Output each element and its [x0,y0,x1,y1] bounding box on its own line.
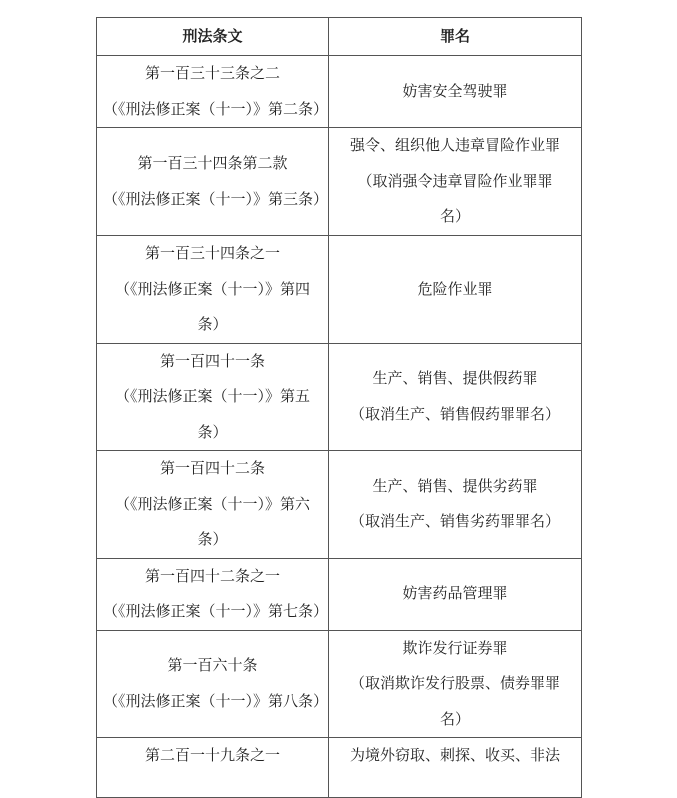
article-cell [97,236,329,344]
article-cell [97,630,329,738]
crime-line: 妨害药品管理罪 [402,584,508,603]
header-crime: 罪名 [329,18,582,56]
article-cell [97,343,329,451]
article-cell [97,128,329,236]
crime-cell [329,236,582,344]
crime-line: 为境外窃取、刺探、收买、非法 [349,746,560,764]
crime-line: 妨害安全驾驶罪 [402,81,508,100]
crime-cell [329,343,582,451]
crime-line: 强令、组织他人违章冒险作业罪 [349,136,560,155]
crime-cell [329,738,582,798]
article-line: （《刑法修正案（十一）》第二条） [103,99,329,118]
article-cell [97,558,329,630]
table-row [97,343,582,451]
crime-line: 名） [439,207,470,226]
article-line: 第一百三十四条第二款 [137,154,288,172]
article-cell [97,56,329,128]
crime-cell [329,128,582,236]
law-crime-table [96,17,582,798]
table-row [97,128,582,236]
article-line: 第一百三十四条之一 [144,244,280,262]
crime-line: 危险作业罪 [417,279,493,298]
article-line: 条） [197,530,228,548]
table-row [97,558,582,630]
article-line: 第一百三十三条之二 [144,64,280,82]
table-header-row [97,18,582,56]
article-line: 第一百四十一条 [159,351,265,370]
table-row [97,451,582,559]
crime-line: 名） [439,709,470,728]
article-line: （《刑法修正案（十一）》第六 [114,494,310,513]
crime-line: （取消欺诈发行股票、债券罪罪 [349,674,560,692]
crime-line: 生产、销售、提供假药罪 [372,369,538,388]
article-line: （《刑法修正案（十一）》第三条） [103,189,329,208]
table-row [97,738,582,798]
crime-cell [329,56,582,128]
crime-line: （取消生产、销售劣药罪罪名） [349,512,560,531]
article-line: 条） [197,315,228,333]
header-article: 刑法条文 [97,18,329,56]
crime-line: 生产、销售、提供劣药罪 [372,476,538,495]
crime-cell [329,558,582,630]
article-cell [97,451,329,559]
table-row [97,56,582,128]
crime-line: （取消强令违章冒险作业罪罪 [357,171,553,190]
crime-line: 欺诈发行证券罪 [402,638,508,657]
table-row [97,630,582,738]
article-line: 第二百一十九条之一 [144,746,280,764]
table-row [97,236,582,344]
crime-cell [329,630,582,738]
article-line: 第一百六十条 [167,656,258,675]
article-line: （《刑法修正案（十一）》第五 [114,387,310,405]
article-line: 第一百四十二条 [159,459,265,477]
article-cell [97,738,329,798]
article-line: 条） [197,422,228,441]
article-line: （《刑法修正案（十一）》第八条） [103,691,329,710]
crime-line: （取消生产、销售假药罪罪名） [349,404,560,423]
article-line: （《刑法修正案（十一）》第四 [114,279,310,298]
article-line: 第一百四十二条之一 [144,566,280,585]
article-line: （《刑法修正案（十一）》第七条） [103,602,329,620]
crime-cell [329,451,582,559]
